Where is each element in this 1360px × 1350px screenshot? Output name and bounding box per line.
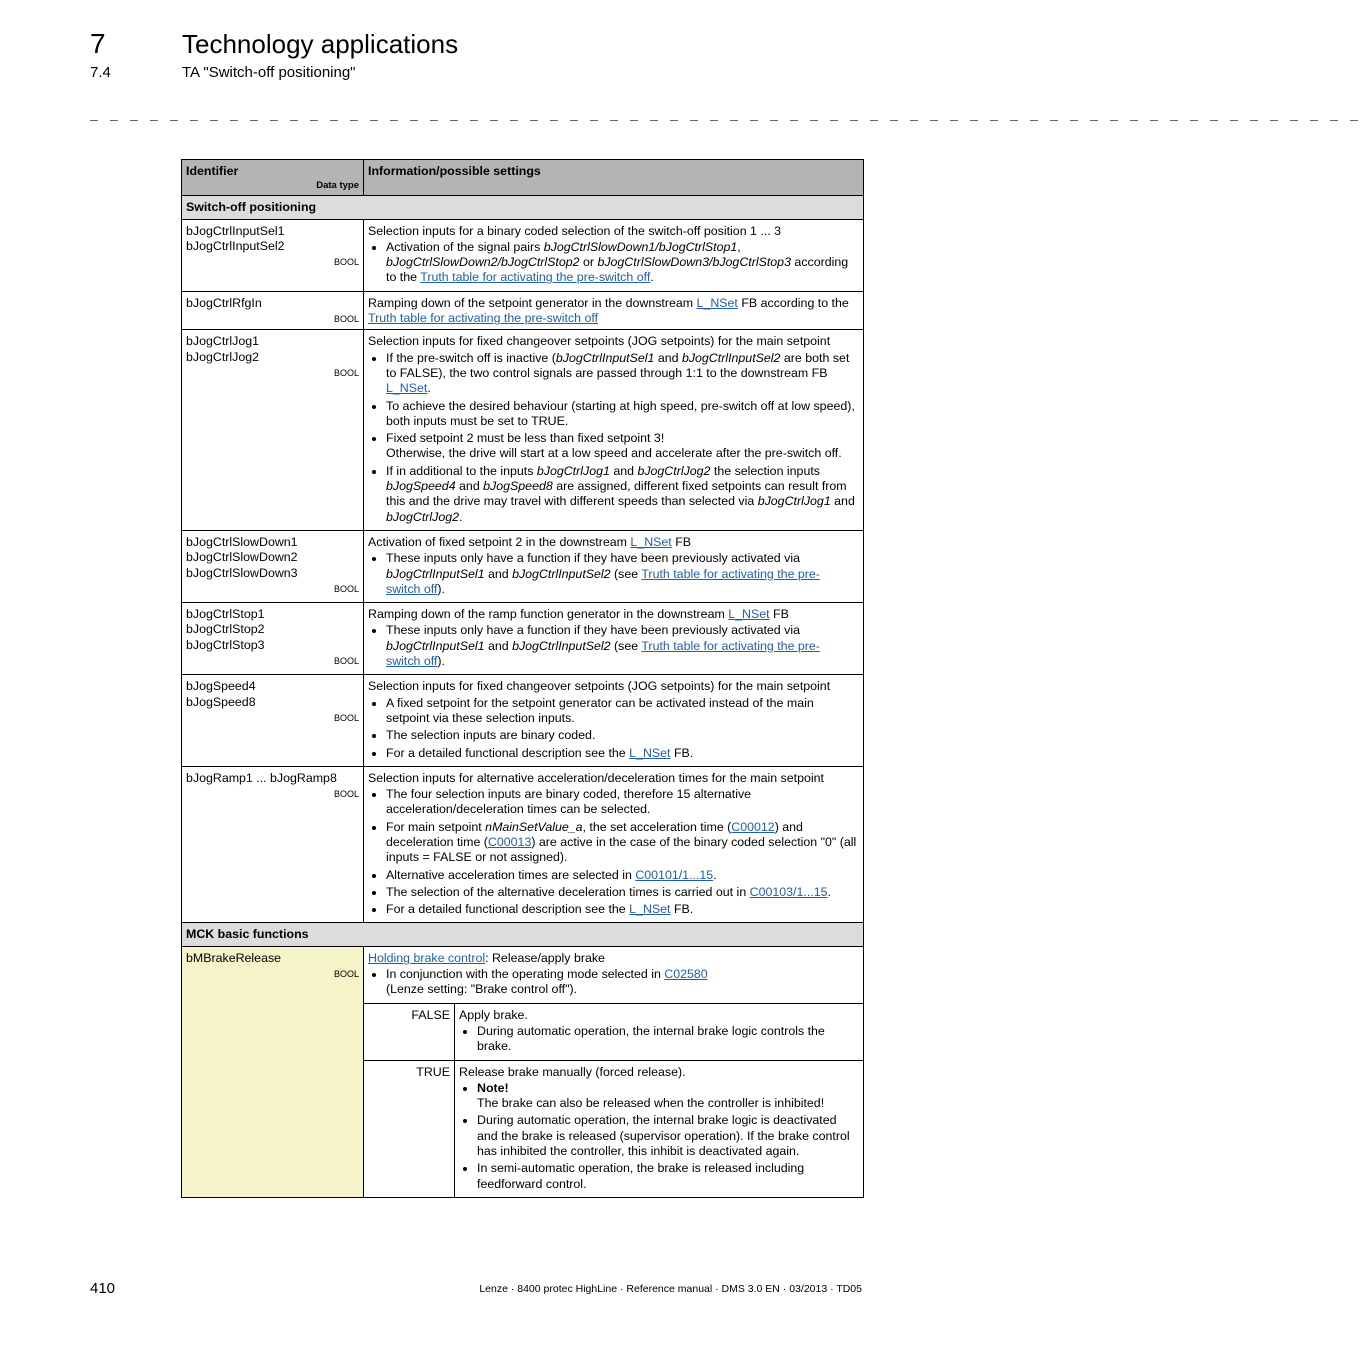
truth-table-link[interactable]: Truth table for activating the pre- — [641, 638, 820, 653]
value-description: Release brake manually (forced release). • Note! The brake can also be released when the controller is inhibited! • During automatic operation, the internal brake logic is deactivated and the brake is released (supervisor operation). If the brake control has inhibited the controller, this inhibit is deactivated again. • In semi-automatic operation, the brake is released including feedforward control. — [455, 1060, 864, 1197]
note-label: Note! — [477, 1080, 509, 1095]
table-row — [182, 530, 864, 602]
identifier: bJogCtrlJog1 — [186, 334, 260, 349]
section-row — [182, 196, 864, 219]
info-cell: Ramping down of the setpoint generator in the downstream L_NSet FB according to the Truth table for activating the pre-switch off — [364, 291, 864, 330]
identifier: bJogCtrlStop2 — [186, 622, 265, 637]
identifier: bJogCtrlInputSel1 — [186, 223, 285, 238]
identifier: bJogCtrlInputSel2 — [186, 238, 285, 253]
value-row-false — [364, 1003, 863, 1060]
info-cell — [364, 766, 864, 923]
chapter-title: Technology applications — [182, 29, 459, 59]
identifier: bJogCtrlRfgIn — [186, 295, 262, 310]
identifier-cell — [182, 603, 364, 675]
header-datatype: Data type — [316, 180, 359, 192]
truth-table-link[interactable]: Truth table for activating the pre-switch off — [420, 270, 651, 285]
info-cell — [364, 530, 864, 602]
table-header-row — [182, 160, 864, 196]
table-row — [182, 675, 864, 766]
identifier: bJogCtrlJog2 — [186, 349, 260, 364]
list-item: • During automatic operation, the internal brake logic controls the brake. — [477, 1024, 859, 1055]
info-cell — [364, 219, 864, 291]
identifier-cell — [182, 291, 364, 330]
datatype-label: BOOL — [333, 367, 359, 378]
lnset-link[interactable]: L_NSet — [629, 902, 671, 917]
lnset-link[interactable]: L_NSet — [728, 607, 770, 622]
info-cell — [364, 946, 864, 1197]
list-item: • For main setpoint nMainSetValue_a, the set acceleration time (C00012) and deceleration time (C00013) are active in the case of the binary coded selection "0" (all inputs = FALSE or not assigned). — [386, 820, 859, 866]
list-item: • In semi-automatic operation, the brake is released including feedforward control. — [477, 1161, 859, 1192]
identifier-cell — [182, 766, 364, 923]
list-item: • Fixed setpoint 2 must be less than fixed setpoint 3! Otherwise, the drive will start at a low speed and accelerate after the pre-switch off. — [386, 431, 859, 462]
lnset-link[interactable]: L_NSet — [630, 534, 672, 549]
identifier: bJogCtrlStop3 — [186, 637, 265, 652]
info-cell — [364, 603, 864, 675]
datatype-label: BOOL — [333, 656, 359, 667]
c00103-link[interactable]: C00103/1...15 — [749, 884, 828, 899]
list-item: • These inputs only have a function if they have been previously activated via bJogCtrlInputSel1 and bJogCtrlInputSel2 (see Truth table for activating the pre- switch off). — [386, 551, 859, 597]
identifier: bJogSpeed4 — [186, 679, 256, 694]
page-number: 410 — [90, 1280, 116, 1297]
info-intro: Ramping down of the ramp function generator in the downstream L_NSet FB — [368, 607, 789, 622]
value-row-true — [364, 1060, 863, 1197]
identifier: bMBrakeRelease — [186, 950, 282, 965]
list-item: • During automatic operation, the internal brake logic is deactivated and the brake is released (supervisor operation). If the brake control has inhibited the controller, this inhibit is deactivated again. — [477, 1113, 859, 1159]
section-title: TA "Switch-off positioning" — [182, 64, 356, 81]
datatype-label: BOOL — [333, 789, 359, 800]
c02580-link[interactable]: C02580 — [664, 967, 708, 982]
header-separator: _ _ _ _ _ _ _ _ _ _ _ _ _ _ _ _ _ _ _ _ _ _ _ _ _ _ _ _ _ _ _ _ _ _ _ _ _ _ _ _ _ _ _ _ _ _ _ _ _ _ _ _ _ _ _ _ _ _ _ _ _ _ _ _ — [90, 108, 1360, 123]
info-cell — [364, 675, 864, 766]
list-item: • The selection inputs are binary coded. — [386, 728, 859, 743]
header-identifier-cell — [182, 160, 364, 196]
identifier-cell — [182, 330, 364, 531]
list-item: • The selection of the alternative deceleration times is carried out in C00103/1...15. — [386, 885, 859, 900]
list-item: • To achieve the desired behaviour (starting at high speed, pre-switch off at low speed), both inputs must be set to TRUE. — [386, 399, 859, 430]
list-item: • Activation of the signal pairs bJogCtrlSlowDown1/bJogCtrlStop1, bJogCtrlSlowDown2/bJogCtrlStop2 or bJogCtrlSlowDown3/bJogCtrlStop3 according to the Truth table for activating the pre-switch off. — [386, 240, 859, 286]
table-row — [182, 330, 864, 531]
list-item: • The four selection inputs are binary coded, therefore 15 alternative acceleration/deceleration times can be selected. — [386, 787, 859, 818]
holding-brake-control-link[interactable]: Holding brake control — [368, 950, 486, 965]
header-identifier: Identifier — [186, 164, 239, 178]
datatype-label: BOOL — [333, 314, 359, 325]
identifier-cell — [182, 675, 364, 766]
value-false: FALSE — [364, 1003, 455, 1060]
truth-table-link[interactable]: Truth table for activating the pre-switch off — [368, 311, 599, 326]
section-number: 7.4 — [90, 64, 111, 81]
identifier: bJogCtrlSlowDown3 — [186, 565, 298, 580]
table-row — [182, 603, 864, 675]
list-item: • If the pre-switch off is inactive (bJogCtrlInputSel1 and bJogCtrlInputSel2 are both set to FALSE), the two control signals are passed through 1:1 to the downstream FB L_NSet. — [386, 351, 859, 397]
identifier: bJogCtrlSlowDown2 — [186, 550, 298, 565]
section-switch-off-positioning: Switch-off positioning — [182, 196, 864, 219]
info-intro: Selection inputs for a binary coded selection of the switch-off position 1 ... 3 — [368, 223, 782, 238]
value-true: TRUE — [364, 1060, 455, 1197]
footer-doc-info: Lenze · 8400 protec HighLine · Reference manual · DMS 3.0 EN · 03/2013 · TD05 — [479, 1283, 862, 1295]
table-row — [182, 291, 864, 330]
info-intro: Selection inputs for fixed changeover setpoints (JOG setpoints) for the main setpoint — [368, 679, 831, 694]
list-item: • A fixed setpoint for the setpoint generator can be activated instead of the main setpoint via these selection inputs. — [386, 696, 859, 727]
value-table — [364, 1003, 863, 1197]
lnset-link[interactable]: L_NSet — [696, 295, 738, 310]
datatype-label: BOOL — [333, 712, 359, 723]
header-info: Information/possible settings — [364, 160, 864, 196]
identifier-cell — [182, 219, 364, 291]
info-intro: Activation of fixed setpoint 2 in the downstream L_NSet FB — [368, 534, 692, 549]
identifier: bJogCtrlStop1 — [186, 607, 265, 622]
value-description: Apply brake. • During automatic operation, the internal brake logic controls the brake. — [455, 1003, 864, 1060]
truth-table-link[interactable]: switch off — [386, 581, 438, 596]
section-row — [182, 923, 864, 946]
list-item: • If in additional to the inputs bJogCtrlJog1 and bJogCtrlJog2 the selection inputs bJogSpeed4 and bJogSpeed8 are assigned, different fixed setpoints can result from this and the drive may travel with different speeds than selected via bJogCtrlJog1 and bJogCtrlJog2. — [386, 464, 859, 525]
table-row — [182, 766, 864, 923]
info-intro: Holding brake control: Release/apply brake — [368, 950, 605, 965]
table-row — [182, 946, 864, 1197]
datatype-label: BOOL — [333, 583, 359, 594]
datatype-label: BOOL — [333, 969, 359, 980]
lnset-link[interactable]: L_NSet — [386, 381, 428, 396]
datatype-label: BOOL — [333, 257, 359, 268]
c00013-link[interactable]: C00013 — [487, 834, 532, 849]
c00101-link[interactable]: C00101/1...15 — [635, 867, 714, 882]
c00012-link[interactable]: C00012 — [731, 819, 775, 834]
list-item: • For a detailed functional description see the L_NSet FB. — [386, 902, 859, 917]
list-item: • Note! The brake can also be released when the controller is inhibited! — [477, 1081, 859, 1112]
list-item: • These inputs only have a function if they have been previously activated via bJogCtrlInputSel1 and bJogCtrlInputSel2 (see Truth table for activating the pre- switch off). — [386, 623, 859, 669]
list-item: • Alternative acceleration times are selected in C00101/1...15. — [386, 868, 859, 883]
info-intro: Selection inputs for alternative acceleration/deceleration times for the main setpoint — [368, 770, 824, 785]
info-intro: Selection inputs for fixed changeover setpoints (JOG setpoints) for the main setpoint — [368, 334, 831, 349]
identifier: bJogCtrlSlowDown1 — [186, 534, 298, 549]
table-row — [182, 219, 864, 291]
list-item: • For a detailed functional description see the L_NSet FB. — [386, 746, 859, 761]
identifier-cell — [182, 946, 364, 1197]
truth-table-link[interactable]: Truth table for activating the pre- — [641, 566, 820, 581]
section-mck-basic-functions: MCK basic functions — [182, 923, 864, 946]
identifier: bJogSpeed8 — [186, 694, 256, 709]
truth-table-link[interactable]: switch off — [386, 654, 438, 669]
identifier-cell — [182, 530, 364, 602]
parameter-table — [181, 159, 864, 1198]
info-cell — [364, 330, 864, 531]
chapter-number: 7 — [90, 28, 106, 59]
identifier: bJogRamp1 ... bJogRamp8 — [186, 770, 337, 785]
lnset-link[interactable]: L_NSet — [629, 745, 671, 760]
list-item: • In conjunction with the operating mode selected in C02580 (Lenze setting: "Brake control off"). — [386, 967, 859, 998]
